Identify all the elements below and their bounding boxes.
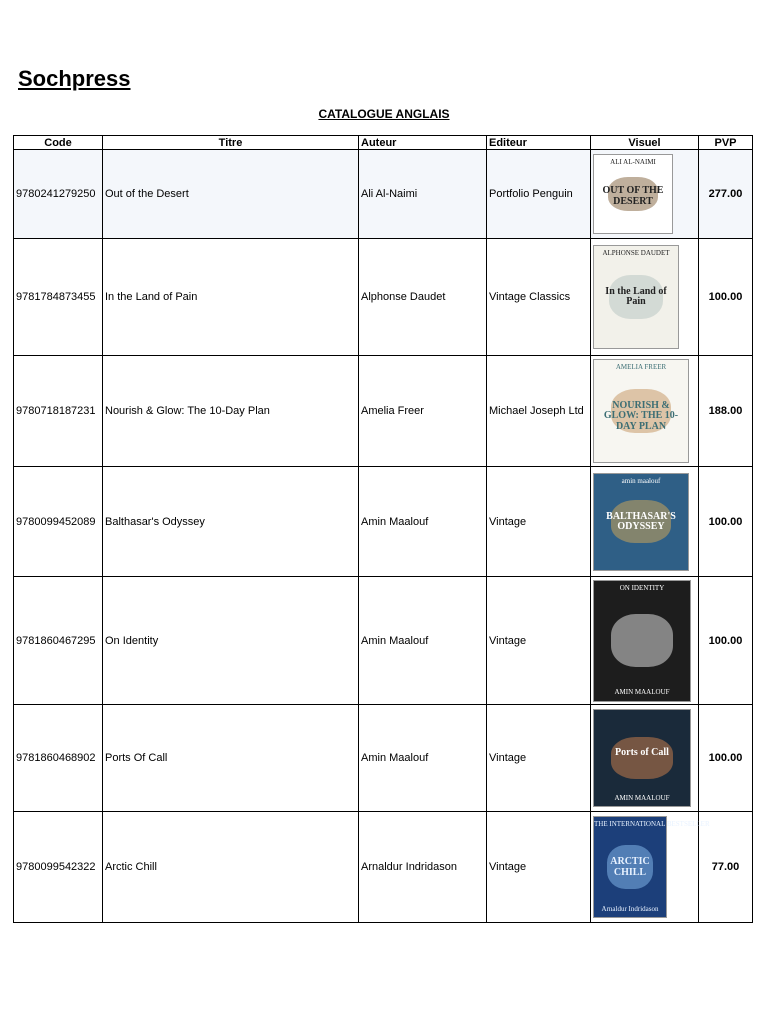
- cell-visual: [591, 239, 699, 356]
- cell-code: 9780099452089: [14, 467, 103, 577]
- cell-publisher: Vintage: [487, 705, 591, 812]
- column-header-visual: Visuel: [591, 136, 699, 150]
- cell-price: 77.00: [699, 812, 753, 923]
- cell-publisher: Vintage: [487, 812, 591, 923]
- cover-top-text: ALI AL-NAIMI: [610, 158, 656, 166]
- book-cover-image: [593, 359, 689, 463]
- cell-author: Arnaldur Indridason: [359, 812, 487, 923]
- cell-author: Amin Maalouf: [359, 467, 487, 577]
- cell-publisher: Vintage: [487, 467, 591, 577]
- book-cover-image: [593, 816, 710, 918]
- cover-top-text: ALPHONSE DAUDET: [602, 249, 670, 257]
- cell-title: On Identity: [103, 577, 359, 705]
- cover-bottom-text: Arnaldur Indridason: [601, 904, 659, 913]
- column-header-price: PVP: [699, 136, 753, 150]
- table-header-row: [14, 136, 753, 150]
- cell-code: 9780718187231: [14, 356, 103, 467]
- table-row: [14, 812, 753, 923]
- catalog-title: CATALOGUE ANGLAIS: [318, 107, 450, 121]
- book-cover-image: [593, 473, 689, 571]
- column-header-author: Auteur: [359, 136, 487, 150]
- table-row: [14, 150, 753, 239]
- book-cover-image: [593, 245, 679, 349]
- cover-top-text: THE INTERNATIONAL BESTSELLER: [594, 820, 710, 828]
- cell-author: Amin Maalouf: [359, 705, 487, 812]
- cell-title: Ports Of Call: [103, 705, 359, 812]
- catalog-table: [13, 135, 753, 923]
- cover-bottom-text: AMIN MAALOUF: [614, 793, 670, 802]
- cover-top-text: ON IDENTITY: [619, 583, 665, 592]
- cell-code: 9781860468902: [14, 705, 103, 812]
- table-row: [14, 577, 753, 705]
- cell-code: 9781784873455: [14, 239, 103, 356]
- cell-author: Ali Al-Naimi: [359, 150, 487, 239]
- book-cover-image: [593, 154, 673, 234]
- cell-publisher: Michael Joseph Ltd: [487, 356, 591, 467]
- column-header-title: Titre: [103, 136, 359, 150]
- cell-visual: [591, 150, 699, 239]
- book-cover-image: [593, 709, 691, 807]
- cell-author: Amin Maalouf: [359, 577, 487, 705]
- cell-code: 9780099542322: [14, 812, 103, 923]
- cover-main-text: NOURISH & GLOW: THE 10-DAY PLAN: [603, 399, 679, 432]
- cell-title: Arctic Chill: [103, 812, 359, 923]
- book-cover-image: [593, 580, 691, 702]
- cover-main-text: ARCTIC CHILL: [610, 856, 650, 878]
- cell-code: 9781860467295: [14, 577, 103, 705]
- cell-visual: [591, 705, 699, 812]
- cell-title: Nourish & Glow: The 10-Day Plan: [103, 356, 359, 467]
- table-row: [14, 467, 753, 577]
- cover-top-text: AMELIA FREER: [615, 363, 667, 371]
- cell-visual: [591, 467, 699, 577]
- cell-visual: [591, 812, 710, 923]
- cell-visual: [591, 356, 699, 467]
- cell-publisher: Vintage: [487, 577, 591, 705]
- table-row: [14, 705, 753, 812]
- cover-main-text: In the Land of Pain: [605, 285, 667, 308]
- cover-art: [611, 614, 672, 667]
- cell-title: Balthasar's Odyssey: [103, 467, 359, 577]
- brand-title: Sochpress: [18, 66, 131, 91]
- cover-bottom-text: AMIN MAALOUF: [614, 688, 670, 697]
- table-row: [14, 239, 753, 356]
- cover-main-text: Ports of Call: [615, 747, 669, 759]
- cover-main-text: OUT OF THE DESERT: [602, 185, 664, 207]
- cell-author: Alphonse Daudet: [359, 239, 487, 356]
- cell-author: Amelia Freer: [359, 356, 487, 467]
- cell-price: 100.00: [699, 577, 753, 705]
- cover-top-text: amin maalouf: [621, 476, 661, 485]
- column-header-code: Code: [14, 136, 103, 150]
- cell-price: 188.00: [699, 356, 753, 467]
- cell-title: Out of the Desert: [103, 150, 359, 239]
- table-row: [14, 356, 753, 467]
- cell-visual: [591, 577, 699, 705]
- cover-main-text: BALTHASAR'S ODYSSEY: [606, 510, 676, 533]
- cell-price: 100.00: [699, 705, 753, 812]
- cell-code: 9780241279250: [14, 150, 103, 239]
- cell-price: 100.00: [699, 467, 753, 577]
- cell-price: 277.00: [699, 150, 753, 239]
- cell-publisher: Vintage Classics: [487, 239, 591, 356]
- column-header-publisher: Editeur: [487, 136, 591, 150]
- cell-price: 100.00: [699, 239, 753, 356]
- cell-publisher: Portfolio Penguin: [487, 150, 591, 239]
- cell-title: In the Land of Pain: [103, 239, 359, 356]
